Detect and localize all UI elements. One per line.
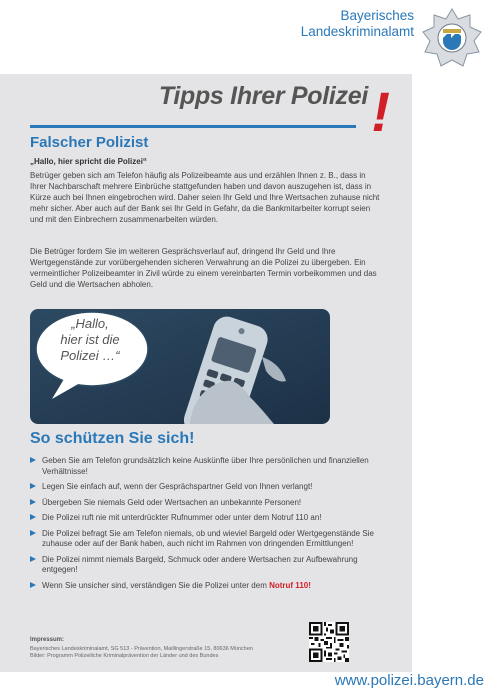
arrow-right-icon xyxy=(30,582,36,588)
impressum-title: Impressum: xyxy=(30,637,65,643)
header xyxy=(0,0,494,72)
tip-text: Geben Sie am Telefon grundsätzlich keine Auskünfte über Ihre persönlichen und finanziellen Verhältnisse! xyxy=(42,456,369,476)
org-name xyxy=(301,8,414,40)
police-star-badge-icon xyxy=(422,8,482,68)
tip-text: Wenn Sie unsicher sind, verständigen Sie die Polizei unter dem xyxy=(42,580,270,590)
section-title-schutz: So schützen Sie sich! xyxy=(30,430,195,447)
arrow-right-icon xyxy=(30,514,36,520)
arrow-right-icon xyxy=(30,483,36,489)
tips-list xyxy=(30,456,390,596)
arrow-right-icon xyxy=(30,556,36,562)
org-name-line1: Bayerisches xyxy=(340,8,414,23)
paragraph-1: Betrüger geben sich am Telefon häufig als Polizeibeamte aus und erzählen Ihnen z. B., dass in Ihrer Nachbarschaft mehrere Einbrüche stattgefunden haben und davon auszugehen ist, dass in Kürze auch bei Ihnen eingebrochen wird. Daher seien Ihr Geld und Ihre Wertsachen zuhause nicht mehr sicher. Aber auch auf der Bank sei Ihr Geld in Gefahr, da die Bankmitarbeiter korrupt seien und mit den Einbrechern zusammenarbeiten würden. xyxy=(30,171,380,224)
list-item xyxy=(30,513,390,524)
section-title-falscher-polizist: Falscher Polizist xyxy=(30,134,149,151)
tip-text: Legen Sie einfach auf, wenn der Gesprächspartner Geld von Ihnen verlangt! xyxy=(42,482,313,491)
org-name-line2: Landeskriminalamt xyxy=(300,24,414,39)
list-item xyxy=(30,581,390,592)
content-panel xyxy=(0,74,412,672)
section-subtitle: „Hallo, hier spricht die Polizei“ xyxy=(30,157,147,166)
arrow-right-icon xyxy=(30,457,36,463)
list-item xyxy=(30,498,390,509)
list-item xyxy=(30,456,390,477)
list-item xyxy=(30,482,390,493)
speech-bubble-line1: „Hallo, xyxy=(71,316,109,331)
paragraph-2: Die Betrüger fordern Sie im weiteren Gesprächsverlauf auf, dringend Ihr Geld und Ihre Wertgegenstände zur vorübergehenden sicheren Verwahrung an die Polizei zu übergeben. Ein vermeintlicher Polizeibeamter in Zivil würde zu einem vereinbarten Termin vorbeikommen und das Geld und die Wertsachen abholen. xyxy=(30,247,377,289)
arrow-right-icon xyxy=(30,530,36,536)
arrow-right-icon xyxy=(30,499,36,505)
tip-text: Übergeben Sie niemals Geld oder Wertsachen an unbekannte Personen! xyxy=(42,497,302,507)
notruf-emphasis: Notruf 110! xyxy=(269,580,311,590)
qr-code-icon[interactable] xyxy=(309,622,349,662)
website-link[interactable]: www.polizei.bayern.de xyxy=(334,672,484,689)
title-underline xyxy=(30,125,356,128)
tip-text: Die Polizei ruft nie mit unterdrückter Rufnummer oder unter dem Notruf 110 an! xyxy=(42,513,322,522)
speech-bubble-line3: Polizei …“ xyxy=(60,348,120,363)
impressum-line2: Bilder: Programm Polizeiliche Kriminalprävention der Länder und des Bundes xyxy=(30,653,219,659)
tips-title: Tipps Ihrer Polizei xyxy=(158,82,368,110)
list-item xyxy=(30,555,390,576)
tip-text: Die Polizei befragt Sie am Telefon niemals, ob und wieviel Bargeld oder Wertgegenstände Sie zuhause oder auf der Bank haben, auch nicht im Rahmen von dringenden Ermittlungen! xyxy=(42,528,374,548)
speech-bubble-text xyxy=(44,316,136,364)
impressum-line1: Bayerisches Landeskriminalamt, SG 513 - Prävention, Maillingerstraße 15, 80636 München xyxy=(30,646,253,652)
exclamation-mark: ! xyxy=(371,80,390,143)
tip-text: Die Polizei nimmt niemals Bargeld, Schmuck oder andere Wertsachen zur Aufbewahrung entgegen! xyxy=(42,554,358,574)
speech-bubble-line2: hier ist die xyxy=(60,332,120,347)
list-item xyxy=(30,529,390,550)
